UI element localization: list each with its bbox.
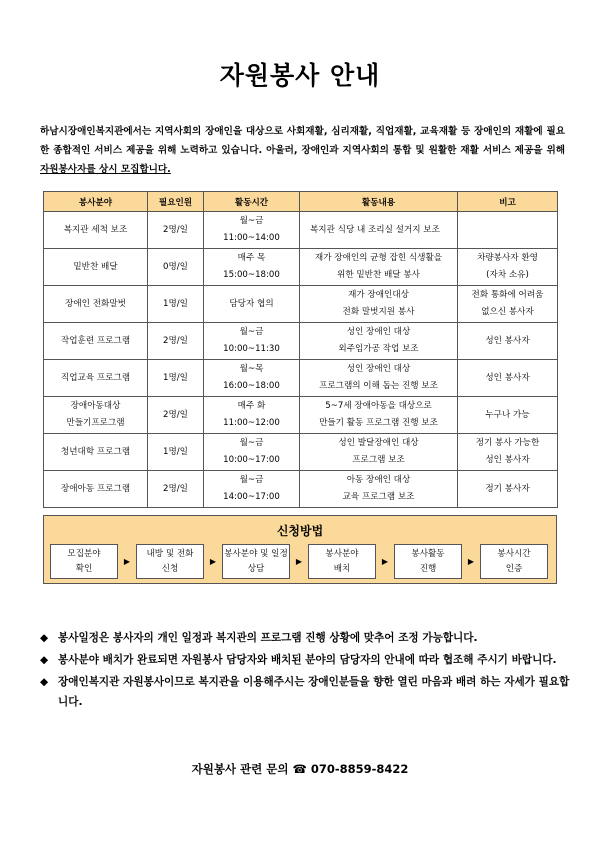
cell-field-text: 장애아동대상 xyxy=(70,401,121,411)
contact-info: 자원봉사 관련 문의 ☎ 070-8859-8422 xyxy=(191,762,409,776)
cell-time-text: 매주 목 xyxy=(237,253,266,263)
cell-people xyxy=(148,397,204,434)
header-people: 필요인원 xyxy=(148,192,204,212)
cell-field xyxy=(44,323,148,360)
application-step-label: 내방 및 전화 xyxy=(146,549,194,559)
cell-people-text: 2명/일 xyxy=(163,335,188,346)
cell-note xyxy=(458,249,558,286)
cell-time-text: 10:00~17:00 xyxy=(223,455,280,465)
application-step-label: 상담 xyxy=(247,564,265,574)
cell-people-text: 2명/일 xyxy=(163,409,188,420)
cell-time-text: 11:00~14:00 xyxy=(223,233,280,243)
page-title: 자원봉사 안내 xyxy=(219,61,381,90)
cell-field-text: 밑반찬 배달 xyxy=(73,261,118,272)
application-step xyxy=(136,544,204,579)
cell-people-text: 2명/일 xyxy=(163,483,188,494)
cell-activity-text: 재가 장애인대상 xyxy=(348,290,409,300)
note-item xyxy=(40,628,570,648)
note-text: 봉사분야 배치가 완료되면 자원봉사 담당자와 배치된 분야의 담당자의 안내에 따라 협조해 주시기 바랍니다. xyxy=(58,654,557,666)
cell-field xyxy=(44,360,148,397)
header-activity: 활동내용 xyxy=(300,192,458,212)
diamond-bullet-icon: ◆ xyxy=(40,632,49,644)
cell-time xyxy=(204,249,300,286)
cell-people-text: 0명/일 xyxy=(163,261,188,272)
cell-time-text: 월~금 xyxy=(239,216,264,226)
cell-note-text: 정기 봉사 가능한 xyxy=(475,438,540,448)
cell-time-text: 매주 화 xyxy=(237,401,266,411)
volunteer-schedule-table xyxy=(43,191,558,508)
cell-field xyxy=(44,397,148,434)
table-row xyxy=(44,323,558,360)
intro-text: 하남시장애인복지관에서는 지역사회의 장애인을 대상으로 사회재활, 심리재활, 직업재활, 교육재활 등 장애인의 재활에 필요한 종합적인 서비스 제공을 위해 노력하고 있습니다. 아울러, 장애인과 지역사회의 통합 및 원활한 재활 서비스 제공을 위해 xyxy=(40,126,565,156)
cell-people-text: 2명/일 xyxy=(163,224,188,235)
cell-note-text: 성인 봉사자 xyxy=(485,372,530,383)
cell-activity-text: 성인 장애인 대상 xyxy=(346,364,411,374)
application-step-label: 봉사시간 xyxy=(497,549,531,559)
cell-time xyxy=(204,212,300,249)
application-step-label: 배치 xyxy=(333,564,351,574)
cell-note xyxy=(458,471,558,508)
cell-field-text: 작업훈련 프로그램 xyxy=(60,335,131,346)
cell-activity xyxy=(300,434,458,471)
arrow-right-icon: ▶ xyxy=(209,557,217,566)
cell-people-text: 1명/일 xyxy=(163,298,188,309)
header-time: 활동시간 xyxy=(204,192,300,212)
cell-note-text: 성인 봉사자 xyxy=(485,335,530,346)
header-note: 비고 xyxy=(458,192,558,212)
cell-people-text: 1명/일 xyxy=(163,372,188,383)
cell-note xyxy=(458,323,558,360)
cell-note-text: 누구나 가능 xyxy=(485,409,530,420)
cell-note-text: 성인 봉사자 xyxy=(485,455,530,465)
cell-activity-text: 복지관 식당 내 조리실 설거지 보조 xyxy=(310,224,440,235)
cell-activity-text: 성인 장애인 대상 xyxy=(346,327,411,337)
cell-time-text: 월~금 xyxy=(239,327,264,337)
cell-activity-text: 만들기 활동 프로그램 진행 보조 xyxy=(319,418,438,428)
cell-people xyxy=(148,212,204,249)
note-item xyxy=(40,672,570,712)
application-step xyxy=(50,544,118,579)
cell-activity xyxy=(300,397,458,434)
cell-activity-text: 교육 프로그램 보조 xyxy=(342,492,415,502)
diamond-bullet-icon: ◆ xyxy=(40,676,49,688)
cell-people xyxy=(148,471,204,508)
application-step xyxy=(480,544,548,579)
cell-activity xyxy=(300,249,458,286)
cell-field xyxy=(44,434,148,471)
cell-field-text: 청년대학 프로그램 xyxy=(60,446,131,457)
cell-activity xyxy=(300,323,458,360)
intro-paragraph xyxy=(40,122,565,179)
cell-field xyxy=(44,471,148,508)
table-row xyxy=(44,249,558,286)
cell-people-text: 1명/일 xyxy=(163,446,188,457)
cell-time xyxy=(204,434,300,471)
cell-activity-text: 5~7세 장애아동을 대상으로 xyxy=(325,401,432,411)
cell-field-text: 장애아동 프로그램 xyxy=(60,483,131,494)
cell-field-text: 직업교육 프로그램 xyxy=(60,372,131,383)
cell-time-text: 월~목 xyxy=(239,364,264,374)
table-header-row xyxy=(44,192,558,212)
cell-people xyxy=(148,323,204,360)
note-item xyxy=(40,650,570,670)
cell-activity-text: 외주임가공 작업 보조 xyxy=(338,344,419,354)
cell-time xyxy=(204,397,300,434)
cell-note xyxy=(458,360,558,397)
table-row xyxy=(44,212,558,249)
cell-time xyxy=(204,360,300,397)
application-step-label: 신청 xyxy=(161,564,179,574)
table-row xyxy=(44,360,558,397)
cell-field xyxy=(44,286,148,323)
cell-note xyxy=(458,212,558,249)
table-row xyxy=(44,286,558,323)
cell-field-text: 복지관 세척 보조 xyxy=(63,224,128,235)
application-step xyxy=(394,544,462,579)
header-field: 봉사분야 xyxy=(44,192,148,212)
cell-time-text: 월~금 xyxy=(239,475,264,485)
cell-activity-text: 위한 밑반찬 배달 봉사 xyxy=(337,270,420,280)
application-method-box xyxy=(43,515,557,584)
application-step-label: 봉사분야 xyxy=(325,549,359,559)
cell-time-text: 16:00~18:00 xyxy=(223,381,280,391)
cell-activity xyxy=(300,286,458,323)
notes-list xyxy=(40,628,570,714)
arrow-right-icon: ▶ xyxy=(123,557,131,566)
arrow-right-icon: ▶ xyxy=(381,557,389,566)
cell-note-text: 차량봉사자 환영 xyxy=(477,253,538,263)
application-step-label: 진행 xyxy=(419,564,437,574)
intro-emphasis: 자원봉사자를 상시 모집합니다. xyxy=(40,164,171,175)
application-step-label: 봉사분야 및 일정 xyxy=(224,549,288,559)
cell-note-text: 정기 봉사자 xyxy=(485,483,530,494)
cell-note-text: 없으신 봉사자 xyxy=(481,307,534,317)
table-row xyxy=(44,434,558,471)
cell-people xyxy=(148,360,204,397)
cell-activity xyxy=(300,360,458,397)
cell-time xyxy=(204,323,300,360)
cell-time-text: 10:00~11:30 xyxy=(223,344,280,354)
cell-note xyxy=(458,286,558,323)
application-method-title: 신청방법 xyxy=(276,524,324,538)
application-step-label: 확인 xyxy=(75,564,93,574)
cell-field xyxy=(44,212,148,249)
table-row xyxy=(44,397,558,434)
note-text: 봉사일정은 봉사자의 개인 일정과 복지관의 프로그램 진행 상황에 맞추어 조정 가능합니다. xyxy=(58,632,478,644)
cell-activity xyxy=(300,471,458,508)
note-text: 장애인복지관 자원봉사이므로 복지관을 이용해주시는 장애인분들을 향한 열린 마음과 배려 하는 자세가 필요합니다. xyxy=(58,676,570,708)
application-step xyxy=(222,544,290,579)
application-steps xyxy=(50,544,552,579)
cell-time-text: 11:00~12:00 xyxy=(223,418,280,428)
cell-activity-text: 프로그램의 이해 돕는 진행 보조 xyxy=(319,381,438,391)
arrow-right-icon: ▶ xyxy=(467,557,475,566)
arrow-right-icon: ▶ xyxy=(295,557,303,566)
cell-time xyxy=(204,286,300,323)
cell-note-text: 전화 통화에 어려움 xyxy=(471,290,544,300)
cell-activity xyxy=(300,212,458,249)
cell-people xyxy=(148,286,204,323)
cell-time-text: 월~금 xyxy=(239,438,264,448)
cell-activity-text: 프로그램 보조 xyxy=(352,455,405,465)
cell-time xyxy=(204,471,300,508)
cell-people xyxy=(148,434,204,471)
cell-time-text: 15:00~18:00 xyxy=(223,270,280,280)
cell-note xyxy=(458,397,558,434)
application-step xyxy=(308,544,376,579)
cell-note-text: (자차 소유) xyxy=(486,270,529,280)
cell-activity-text: 전화 말벗지원 봉사 xyxy=(342,307,415,317)
cell-activity-text: 아동 장애인 대상 xyxy=(346,475,411,485)
cell-time-text: 담당자 협의 xyxy=(229,298,274,309)
cell-field-text: 장애인 전화말벗 xyxy=(65,298,126,309)
application-step-label: 봉사활동 xyxy=(411,549,445,559)
cell-activity-text: 재가 장애인의 균형 잡힌 식생활을 xyxy=(314,253,443,263)
cell-time-text: 14:00~17:00 xyxy=(223,492,280,502)
table-row xyxy=(44,471,558,508)
cell-activity-text: 성인 발달장애인 대상 xyxy=(338,438,419,448)
cell-field xyxy=(44,249,148,286)
cell-note xyxy=(458,434,558,471)
application-step-label: 모집분야 xyxy=(67,549,101,559)
cell-people xyxy=(148,249,204,286)
application-step-label: 인증 xyxy=(505,564,523,574)
diamond-bullet-icon: ◆ xyxy=(40,654,49,666)
cell-field-text: 만들기프로그램 xyxy=(66,418,125,428)
